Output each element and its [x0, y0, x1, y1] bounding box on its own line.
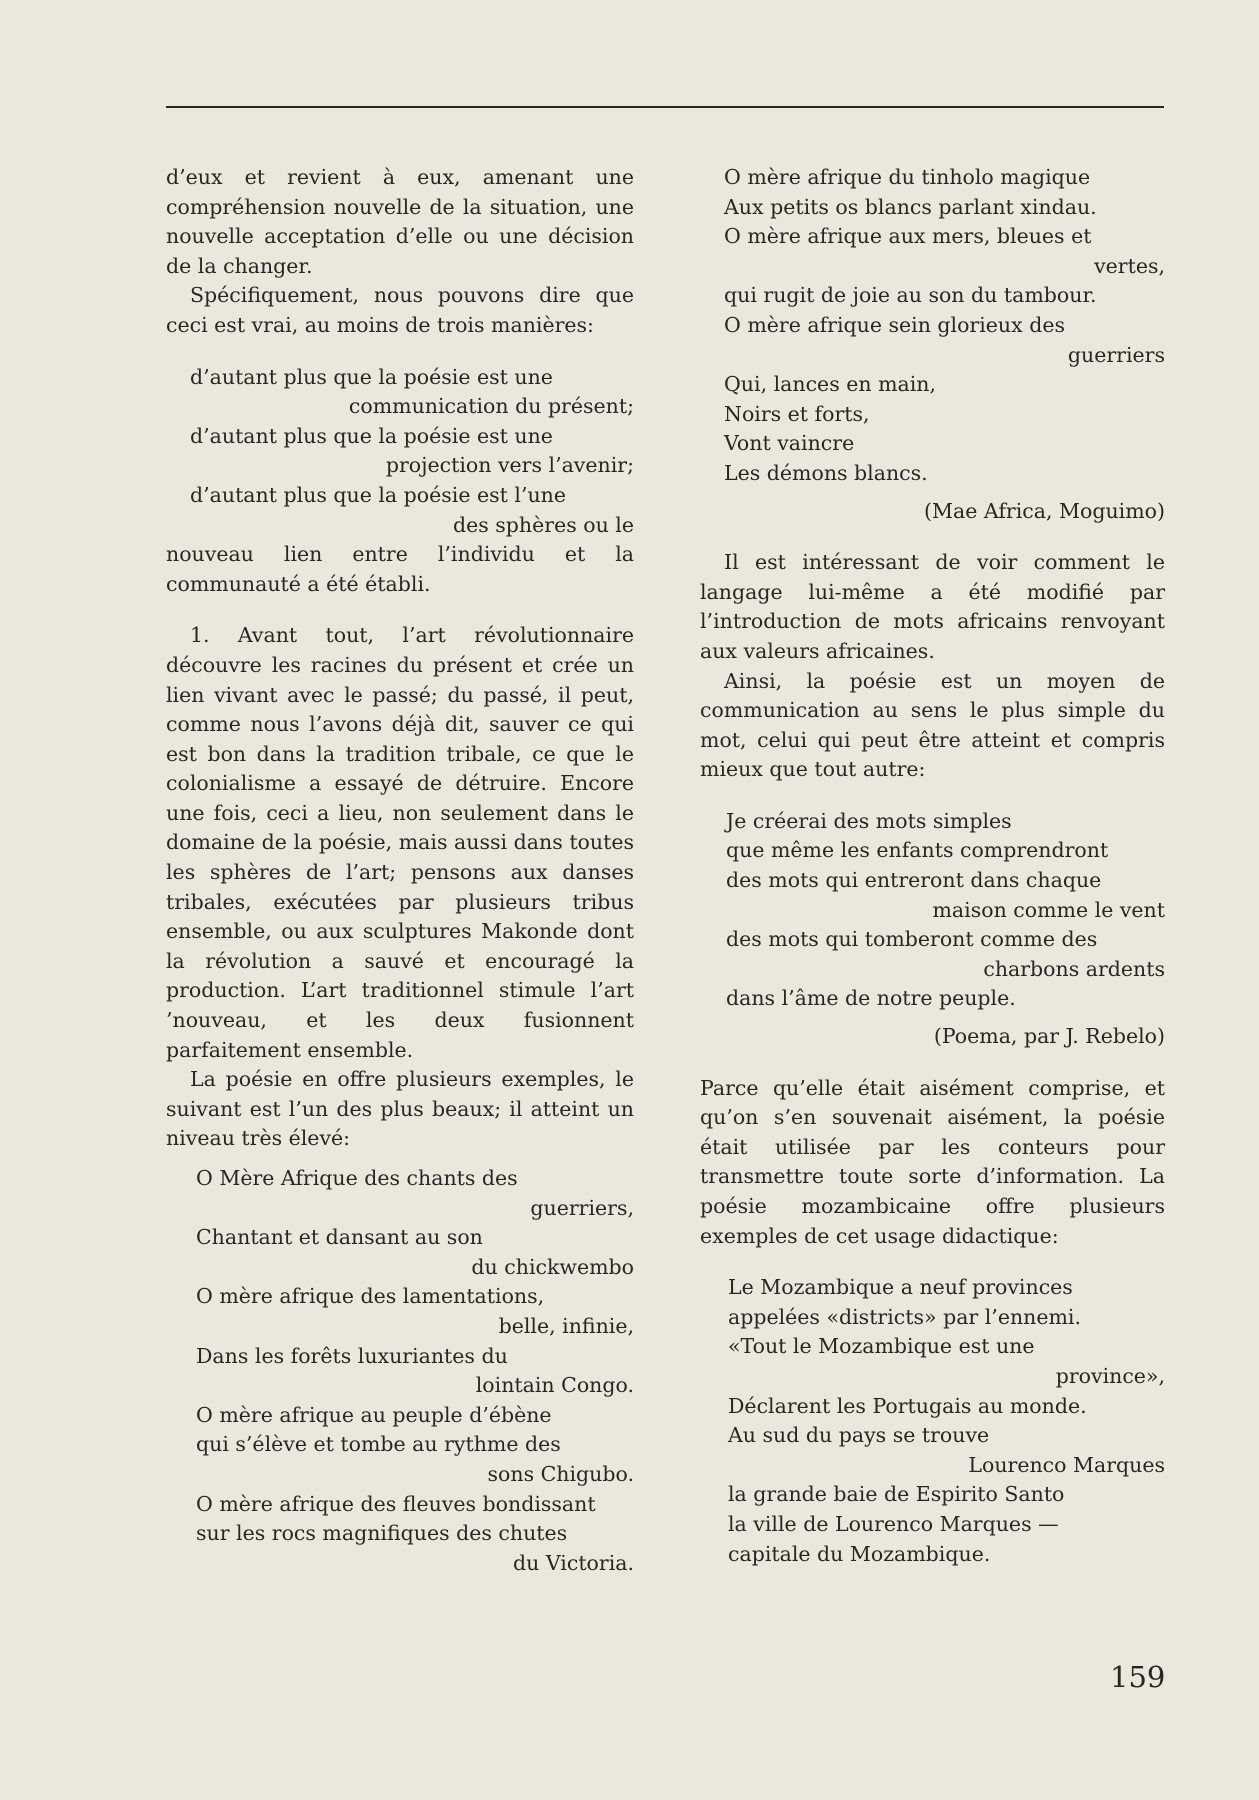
right-column: [700, 163, 1165, 1569]
poem-line: des mots qui entreront dans chaque: [726, 868, 1102, 893]
poem-line: O Mère Afrique des chants des: [196, 1166, 518, 1190]
poem-line: guerriers,: [530, 1195, 634, 1220]
paragraph: Spécifiquement, nous pouvons dire que ceci est vrai, au moins de trois manières:: [166, 283, 634, 337]
page-number: 159: [1110, 1660, 1166, 1694]
poem-line: qui rugit de joie au son du tambour.: [724, 283, 1097, 308]
poem-line: O mère afrique aux mers, bleues et: [724, 224, 1092, 249]
poem-line: province»,: [1055, 1363, 1165, 1388]
poem-line: du Victoria.: [513, 1550, 634, 1575]
poem-line: Chantant et dansant au son: [196, 1225, 483, 1250]
poem-line: Les démons blancs.: [724, 460, 928, 485]
paragraph: Ainsi, la poésie est un moyen de communication au sens le plus simple du mot, celui qui peut être atteint et compris mieux que tout autre:: [700, 668, 1165, 782]
poem-line: dans l’âme de notre peuple.: [726, 986, 1016, 1011]
poem-line: O mère afrique des fleuves bondissant: [196, 1491, 596, 1516]
poem-line: Je créerai des mots simples: [726, 808, 1012, 833]
poem-line: Dans les forêts luxuriantes du: [196, 1343, 508, 1368]
left-column: [166, 163, 634, 1578]
poem-line: «Tout le Mozambique est une: [728, 1334, 1035, 1359]
poem-line: O mère afrique sein glorieux des: [724, 312, 1065, 337]
poem-line: O mère afrique au peuple d’ébène: [196, 1402, 552, 1427]
poem-line: sur les rocs magnifiques des chutes: [196, 1521, 568, 1546]
poem-line: que même les enfants comprendront: [726, 838, 1109, 863]
poem-poema: [700, 807, 1165, 1052]
poem-line: appelées «districts» par l’ennemi.: [728, 1304, 1082, 1329]
poem-line: maison comme le vent: [932, 897, 1165, 922]
poem-line: qui s’élève et tombe au rythme des: [196, 1432, 561, 1457]
poem-line: Au sud du pays se trouve: [728, 1423, 990, 1448]
list-line: d’autant plus que la poésie est une: [190, 423, 553, 448]
paragraph: La poésie en offre plusieurs exemples, le suivant est l’un des plus beaux; il atteint un niveau très élevé:: [166, 1067, 634, 1151]
poem-line: la grande baie de Espirito Santo: [728, 1482, 1065, 1507]
poem-line: O mère afrique des lamentations,: [196, 1284, 545, 1309]
list-line: des sphères ou le: [453, 512, 634, 537]
poem-source: (Poema, par J. Rebelo): [933, 1024, 1165, 1049]
poem-mozambique: [700, 1273, 1165, 1569]
poem-line: Le Mozambique a neuf provinces: [728, 1275, 1073, 1300]
poem-line: Noirs et forts,: [724, 401, 870, 426]
poem-line: capitale du Mozambique.: [728, 1541, 991, 1566]
list-line: communication du présent;: [348, 394, 634, 419]
list-line: d’autant plus que la poésie est une: [190, 364, 553, 389]
poem-mere-afrique: [166, 1164, 634, 1578]
poem-line: Qui, lances en main,: [724, 372, 937, 397]
list-line: projection vers l’avenir;: [385, 453, 634, 478]
poem-line: belle, infinie,: [498, 1313, 634, 1338]
poem-mae-africa: [700, 163, 1165, 526]
poem-line: vertes,: [1094, 253, 1165, 278]
poem-line: du chickwembo: [471, 1254, 634, 1279]
paragraph: Il est intéressant de voir comment le langage lui-même a été modifié par l’introduction de mots africains renvoyant aux valeurs africaines.: [700, 550, 1165, 663]
poem-line: Déclarent les Portugais au monde.: [728, 1393, 1087, 1418]
poem-line: guerriers: [1067, 342, 1165, 367]
poem-line: Lourenco Marques: [968, 1452, 1165, 1477]
poem-line: des mots qui tomberont comme des: [726, 927, 1098, 952]
list-of-ways: [166, 363, 634, 600]
poem-line: O mère afrique du tinholo magique: [724, 165, 1091, 189]
poem-line: charbons ardents: [983, 956, 1165, 981]
poem-line: Vont vaincre: [724, 431, 855, 456]
poem-source: (Mae Africa, Moguimo): [924, 498, 1165, 523]
list-line: d’autant plus que la poésie est l’une: [190, 482, 567, 507]
paragraph: Parce qu’elle était aisément comprise, et qu’on s’en souvenait aisément, la poésie était utilisée par les conteurs pour transmettre toute sorte d’information. La poésie mozambicaine offre plusieurs exemples de cet usage didactique:: [700, 1075, 1165, 1248]
poem-line: la ville de Lourenco Marques —: [728, 1511, 1059, 1536]
paragraph: d’eux et revient à eux, amenant une compréhension nouvelle de la situation, une nouvelle acceptation d’elle ou une décision de la changer.: [166, 165, 634, 278]
poem-line: Aux petits os blancs parlant xindau.: [724, 194, 1097, 219]
paragraph: 1. Avant tout, l’art révolutionnaire découvre les racines du présent et crée un lien vivant avec le passé; du passé, il peut, comme nous l’avons déjà dit, sauver ce qui est bon dans la tradition tribale, ce que le colonialisme a essayé de détruire. Encore une fois, ceci a lieu, non seulement dans le domaine de la poésie, mais aussi dans toutes les sphères de l’art; pensons aux danses tribales, exécutées par plusieurs tribus ensemble, ou aux sculptures Makonde dont la révolution a sauvé et encouragé la production. L’art traditionnel stimule l’art ’nouveau, et les deux fusionnent parfaitement ensemble.: [166, 623, 634, 1062]
header-rule: [166, 106, 1164, 108]
poem-line: lointain Congo.: [475, 1373, 634, 1398]
poem-line: sons Chigubo.: [487, 1461, 634, 1486]
list-line: nouveau lien entre l’individu et la communauté a été établi.: [166, 542, 634, 596]
